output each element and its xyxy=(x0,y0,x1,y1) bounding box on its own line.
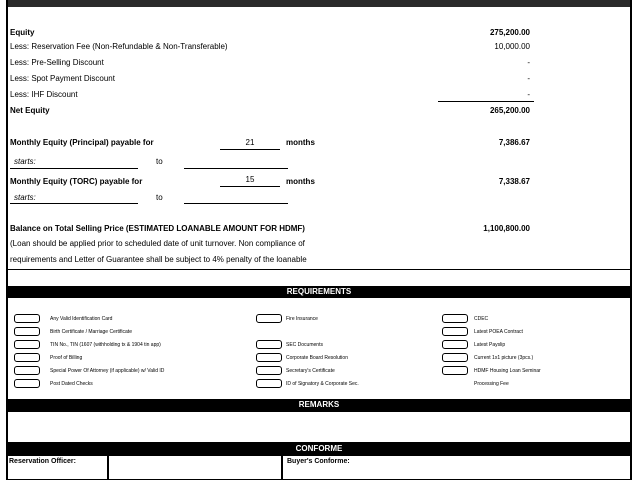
conforme-header xyxy=(8,443,630,455)
conforme-title: CONFORME xyxy=(295,444,343,453)
deduction-label-spot: Less: Spot Payment Discount xyxy=(10,74,115,83)
deduction-label-ihf: Less: IHF Discount xyxy=(10,90,78,99)
torc-months-underline xyxy=(220,186,280,187)
requirement-label: Secretary's Certificate xyxy=(286,368,335,374)
top-border xyxy=(8,0,630,7)
requirement-label: Any Valid Identification Card xyxy=(50,316,113,322)
torc-months-word: months xyxy=(286,177,315,186)
requirement-checkbox[interactable] xyxy=(442,353,468,362)
requirement-checkbox[interactable] xyxy=(442,327,468,336)
net-equity-label: Net Equity xyxy=(10,106,50,115)
requirement-label: Latest Payslip xyxy=(474,342,506,348)
requirement-checkbox[interactable] xyxy=(256,340,282,349)
requirement-checkbox[interactable] xyxy=(256,353,282,362)
requirement-label: Birth Certificate / Marriage Certificate xyxy=(50,329,132,335)
balance-amount: 1,100,800.00 xyxy=(483,224,530,233)
requirement-label: Fire Insurance xyxy=(286,316,318,322)
requirement-checkbox[interactable] xyxy=(442,366,468,375)
principal-label: Monthly Equity (Principal) payable for xyxy=(10,138,154,147)
requirement-label: Proof of Billing xyxy=(50,355,83,361)
reservation-officer-signature[interactable] xyxy=(108,455,282,480)
requirement-label: Post Dated Checks xyxy=(50,381,93,387)
requirement-label: ID of Signatory & Corporate Sec. xyxy=(286,381,359,387)
torc-end-line xyxy=(184,203,288,204)
remarks-field[interactable] xyxy=(8,411,630,443)
deduction-amount-ihf: - xyxy=(527,90,530,99)
requirement-label: TIN No., TIN (1607 (withholding tx & 1904 tin app) xyxy=(50,342,161,348)
computation-sheet xyxy=(6,0,632,480)
requirement-checkbox[interactable] xyxy=(14,314,40,323)
requirements-title: REQUIREMENTS xyxy=(286,287,352,296)
requirement-checkbox[interactable] xyxy=(14,340,40,349)
balance-bottom-rule xyxy=(8,269,630,270)
deduction-label-reservation: Less: Reservation Fee (Non-Refundable & Non-Transferable) xyxy=(10,42,228,51)
requirement-checkbox[interactable] xyxy=(14,327,40,336)
requirement-label: SEC Documents xyxy=(286,342,323,348)
subtotal-rule xyxy=(438,101,534,102)
requirement-checkbox[interactable] xyxy=(442,340,468,349)
balance-note-line-1: (Loan should be applied prior to scheduled date of unit turnover. Non compliance of xyxy=(10,239,305,248)
requirement-label: Special Power Of Attorney (if applicable) w/ Valid ID xyxy=(50,368,165,374)
principal-starts-label: starts: xyxy=(14,157,36,166)
requirement-label: Latest POEA Contract xyxy=(474,329,523,335)
requirement-checkbox[interactable] xyxy=(256,379,282,388)
equity-label: Equity xyxy=(10,28,35,37)
principal-months-underline xyxy=(220,149,280,150)
reservation-officer-label: Reservation Officer: xyxy=(9,458,76,465)
deduction-amount-preselling: - xyxy=(527,58,530,67)
requirement-checkbox[interactable] xyxy=(256,366,282,375)
torc-label: Monthly Equity (TORC) payable for xyxy=(10,177,143,186)
balance-label: Balance on Total Selling Price (ESTIMATED LOANABLE AMOUNT FOR HDMF) xyxy=(10,224,305,233)
principal-months-word: months xyxy=(286,138,315,147)
requirement-checkbox[interactable] xyxy=(14,366,40,375)
torc-months: 15 xyxy=(245,175,255,184)
requirement-checkbox[interactable] xyxy=(14,379,40,388)
requirement-checkbox[interactable] xyxy=(256,314,282,323)
requirement-label: Corporate Board Resolution xyxy=(286,355,348,361)
requirement-label: Current 1x1 picture (3pcs.) xyxy=(474,355,534,361)
requirement-label: CDEC xyxy=(474,316,489,322)
requirements-header xyxy=(8,286,630,298)
deduction-amount-reservation: 10,000.00 xyxy=(494,42,530,51)
torc-starts-label: starts: xyxy=(14,193,36,202)
requirement-label: HDMF Housing Loan Seminar xyxy=(474,368,541,374)
deduction-label-preselling: Less: Pre-Selling Discount xyxy=(10,58,104,67)
principal-end-line xyxy=(184,168,288,169)
remarks-title: REMARKS xyxy=(298,400,340,409)
requirement-label: Processing Fee xyxy=(474,381,509,387)
deduction-amount-spot: - xyxy=(527,74,530,83)
reservation-officer-cell xyxy=(8,455,108,480)
principal-to-label: to xyxy=(156,157,163,166)
torc-amount: 7,338.67 xyxy=(498,177,530,186)
remarks-header xyxy=(8,399,630,411)
torc-to-label: to xyxy=(156,193,163,202)
principal-amount: 7,386.67 xyxy=(498,138,530,147)
requirement-checkbox[interactable] xyxy=(442,314,468,323)
buyer-conforme-cell[interactable] xyxy=(282,455,632,480)
requirement-checkbox[interactable] xyxy=(14,353,40,362)
torc-start-line xyxy=(10,203,138,204)
equity-amount: 275,200.00 xyxy=(489,28,530,37)
principal-start-line xyxy=(10,168,138,169)
balance-note-line-2: requirements and Letter of Guarantee shall be subject to 4% penalty of the loanable xyxy=(10,255,307,264)
principal-months: 21 xyxy=(245,138,255,147)
net-equity-amount: 265,200.00 xyxy=(489,106,530,115)
buyer-conforme-label: Buyer's Conforme: xyxy=(287,458,350,465)
